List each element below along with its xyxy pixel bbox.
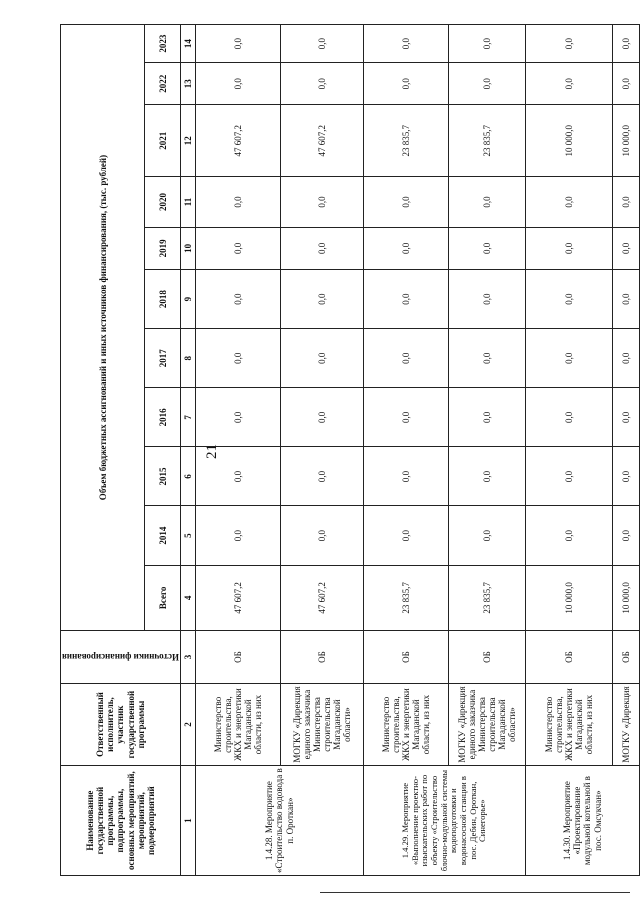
value-cell: 0,0 xyxy=(363,270,448,329)
value-cell: 0,0 xyxy=(363,447,448,506)
col-number: 11 xyxy=(180,177,195,228)
col-number: 9 xyxy=(180,270,195,329)
col-number: 13 xyxy=(180,63,195,105)
col-number: 2 xyxy=(180,683,195,765)
value-cell: 0,0 xyxy=(280,177,363,228)
value-cell: 47 607,2 xyxy=(280,565,363,630)
value-cell: 47 607,2 xyxy=(280,105,363,177)
col-number: 8 xyxy=(180,329,195,388)
responsible-cell: Министерство строительства, ЖКХ и энергетики Магаданской области, из них xyxy=(525,683,612,765)
value-cell: 0,0 xyxy=(612,25,639,63)
value-cell: 0,0 xyxy=(363,506,448,565)
value-cell: 0,0 xyxy=(195,227,280,269)
header-year: 2016 xyxy=(145,388,181,447)
value-cell: 0,0 xyxy=(448,227,525,269)
value-cell: 0,0 xyxy=(525,270,612,329)
column-numbers-row xyxy=(180,25,195,876)
value-cell: 0,0 xyxy=(280,388,363,447)
value-cell: 0,0 xyxy=(195,447,280,506)
value-cell: 0,0 xyxy=(363,388,448,447)
value-cell: 0,0 xyxy=(448,506,525,565)
value-cell: 0,0 xyxy=(280,270,363,329)
value-cell: 0,0 xyxy=(612,227,639,269)
value-cell: 0,0 xyxy=(280,25,363,63)
table-row xyxy=(195,25,280,876)
value-cell: 0,0 xyxy=(195,177,280,228)
value-cell: 23 835,7 xyxy=(448,105,525,177)
value-cell: 23 835,7 xyxy=(448,565,525,630)
responsible-cell: МОГКУ «Дирекция xyxy=(612,683,639,765)
col-number: 6 xyxy=(180,447,195,506)
value-cell: 0,0 xyxy=(363,329,448,388)
value-cell: 47 607,2 xyxy=(195,565,280,630)
header-year: 2015 xyxy=(145,447,181,506)
source-cell: ОБ xyxy=(280,631,363,684)
value-cell: 0,0 xyxy=(525,63,612,105)
responsible-cell: МОГКУ «Дирекция единого заказчика Министерства строительства Магаданской области» xyxy=(280,683,363,765)
value-cell: 0,0 xyxy=(448,25,525,63)
header-year: 2021 xyxy=(145,105,181,177)
value-cell: 0,0 xyxy=(612,329,639,388)
value-cell: 0,0 xyxy=(448,329,525,388)
value-cell: 0,0 xyxy=(363,177,448,228)
value-cell: 10 000,0 xyxy=(525,565,612,630)
value-cell: 0,0 xyxy=(195,329,280,388)
value-cell: 0,0 xyxy=(448,388,525,447)
header-row xyxy=(61,25,145,876)
source-cell: ОБ xyxy=(195,631,280,684)
bottom-rule xyxy=(320,892,630,893)
header-year: 2019 xyxy=(145,227,181,269)
value-cell: 0,0 xyxy=(195,270,280,329)
value-cell: 0,0 xyxy=(612,388,639,447)
value-cell: 0,0 xyxy=(525,447,612,506)
value-cell: 0,0 xyxy=(363,25,448,63)
header-year: 2020 xyxy=(145,177,181,228)
value-cell: 0,0 xyxy=(280,63,363,105)
col-number: 12 xyxy=(180,105,195,177)
measure-name: 1.4.30. Мероприятие «Проектирование модульной котельной в пос. Омсукчан» xyxy=(525,766,639,876)
value-cell: 0,0 xyxy=(195,506,280,565)
value-cell: 0,0 xyxy=(525,25,612,63)
responsible-cell: МОГКУ «Дирекция единого заказчика Министерства строительства Магаданской области» xyxy=(448,683,525,765)
col-number: 4 xyxy=(180,565,195,630)
rotated-table-container xyxy=(60,24,631,876)
value-cell: 0,0 xyxy=(195,25,280,63)
value-cell: 0,0 xyxy=(448,270,525,329)
header-responsible: Ответственный исполнитель, участник государственной программы xyxy=(61,683,181,765)
table-row xyxy=(280,25,363,876)
value-cell: 0,0 xyxy=(280,329,363,388)
source-cell: ОБ xyxy=(612,631,639,684)
value-cell: 0,0 xyxy=(525,177,612,228)
responsible-cell: Министерство строительства, ЖКХ и энергетики Магаданской области, из них xyxy=(363,683,448,765)
funding-table xyxy=(60,24,640,876)
header-year: 2014 xyxy=(145,506,181,565)
responsible-cell: Министерство строительства, ЖКХ и энергетики Магаданской области, из них xyxy=(195,683,280,765)
value-cell: 10 000,0 xyxy=(525,105,612,177)
source-cell: ОБ xyxy=(363,631,448,684)
header-source: Источники финансирования xyxy=(61,631,181,684)
header-name: Наименование государственной программы, подпрограммы, основных мероприятий, мероприятий, подмероприятий xyxy=(61,766,181,876)
value-cell: 0,0 xyxy=(280,506,363,565)
header-total: Всего xyxy=(145,565,181,630)
source-cell: ОБ xyxy=(448,631,525,684)
source-cell: ОБ xyxy=(525,631,612,684)
value-cell: 0,0 xyxy=(525,227,612,269)
measure-name: 1.4.28. Мероприятие «Строительство водовода в п. Ороткан» xyxy=(195,766,363,876)
header-year: 2018 xyxy=(145,270,181,329)
value-cell: 0,0 xyxy=(612,270,639,329)
table-row xyxy=(612,25,639,876)
col-number: 3 xyxy=(180,631,195,684)
table-row xyxy=(448,25,525,876)
value-cell: 23 835,7 xyxy=(363,565,448,630)
col-number: 7 xyxy=(180,388,195,447)
value-cell: 0,0 xyxy=(363,63,448,105)
header-year: 2023 xyxy=(145,25,181,63)
header-year: 2022 xyxy=(145,63,181,105)
value-cell: 47 607,2 xyxy=(195,105,280,177)
value-cell: 0,0 xyxy=(612,177,639,228)
page-number: 21 xyxy=(204,444,220,459)
value-cell: 23 835,7 xyxy=(363,105,448,177)
value-cell: 10 000,0 xyxy=(612,105,639,177)
value-cell: 0,0 xyxy=(525,329,612,388)
value-cell: 10 000,0 xyxy=(612,565,639,630)
col-number: 10 xyxy=(180,227,195,269)
table-row xyxy=(363,25,448,876)
measure-name: 1.4.29. Мероприятие «Выполнение проектно-изыскательских работ по объекту «Строительство блочно-модульной системы водоподготовки и водонасосной станции в пос. Дебин, Ороткан, Синегорье» xyxy=(363,766,525,876)
value-cell: 0,0 xyxy=(280,447,363,506)
value-cell: 0,0 xyxy=(280,227,363,269)
value-cell: 0,0 xyxy=(612,447,639,506)
col-number: 14 xyxy=(180,25,195,63)
value-cell: 0,0 xyxy=(448,177,525,228)
value-cell: 0,0 xyxy=(525,506,612,565)
value-cell: 0,0 xyxy=(195,388,280,447)
value-cell: 0,0 xyxy=(363,227,448,269)
value-cell: 0,0 xyxy=(448,447,525,506)
col-number: 5 xyxy=(180,506,195,565)
value-cell: 0,0 xyxy=(448,63,525,105)
table-row xyxy=(525,25,612,876)
value-cell: 0,0 xyxy=(612,63,639,105)
col-number: 1 xyxy=(180,766,195,876)
header-year: 2017 xyxy=(145,329,181,388)
value-cell: 0,0 xyxy=(195,63,280,105)
value-cell: 0,0 xyxy=(525,388,612,447)
header-volume: Объем бюджетных ассигнований и иных источников финансирования, (тыс. рублей) xyxy=(61,25,145,631)
value-cell: 0,0 xyxy=(612,506,639,565)
